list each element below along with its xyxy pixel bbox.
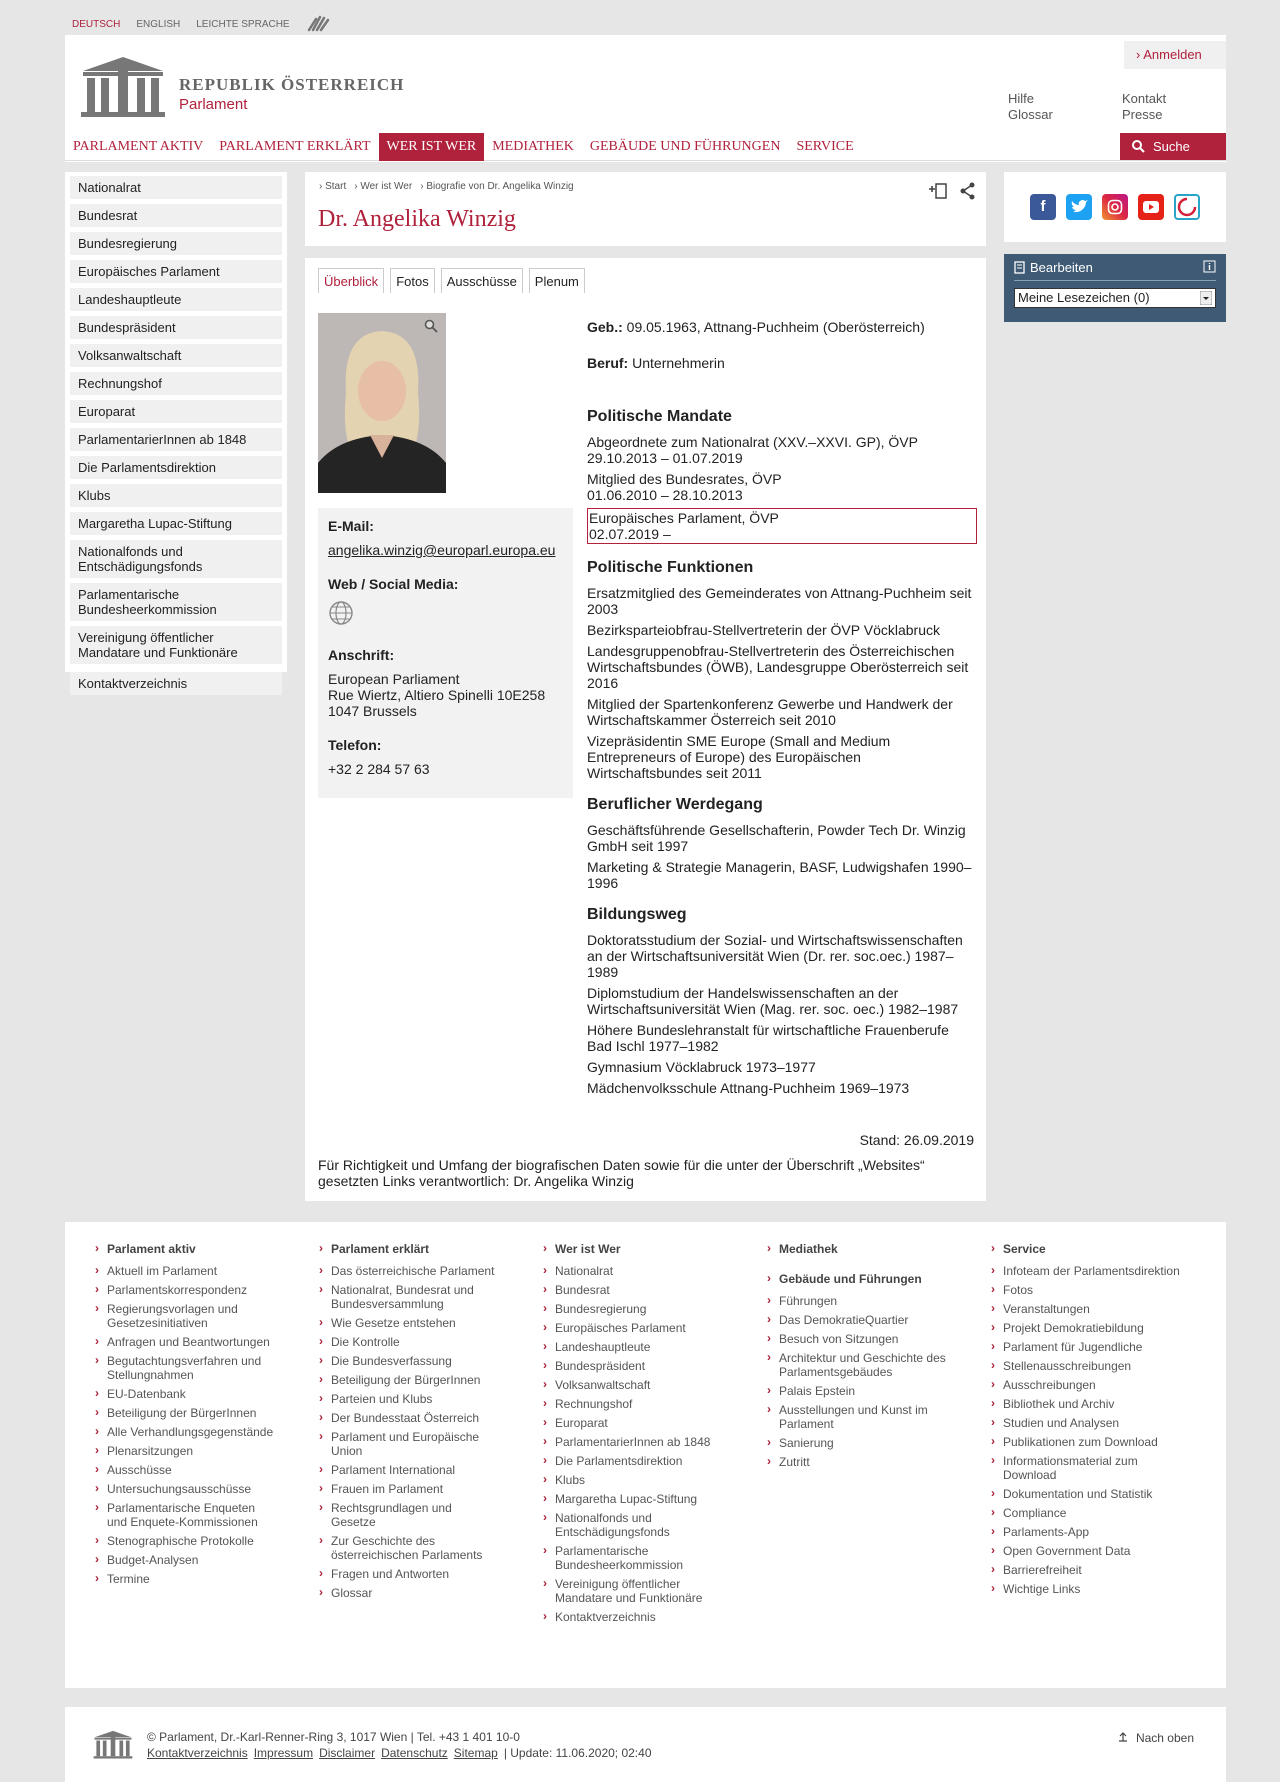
title-card: [305, 172, 986, 246]
back-to-top-label: Nach oben: [1135, 1731, 1194, 1745]
footer-column-mediathek: [767, 1242, 947, 1474]
nav-mediathek[interactable]: MEDIATHEK: [492, 139, 574, 154]
globe-icon: [328, 600, 354, 626]
footer-link[interactable]: › Stellenausschreibungen: [991, 1359, 1181, 1373]
social-media-bar: [1004, 172, 1226, 242]
footer-link[interactable]: › Regierungsvorlagen und Gesetzesinitiativen: [95, 1302, 275, 1330]
footer-link[interactable]: › Fotos: [991, 1283, 1181, 1297]
biography-card: [305, 258, 986, 1201]
update-info: | Update: 11.06.2020; 02:40: [503, 1746, 652, 1760]
footer-link[interactable]: › Vereinigung öffentlicher Mandatare und Funktionäre: [543, 1577, 723, 1605]
footer-link[interactable]: › Die Parlamentsdirektion: [543, 1454, 723, 1468]
search-button[interactable]: [1120, 133, 1226, 160]
education-entry: Gymnasium Vöcklabruck 1973–1977: [587, 1059, 816, 1075]
footer-link[interactable]: › Bundesrat: [543, 1283, 723, 1297]
parliament-logo[interactable]: [79, 53, 404, 118]
bookmark-select[interactable]: [1014, 288, 1216, 308]
footer-link[interactable]: › Publikationen zum Download: [991, 1435, 1181, 1449]
legal-links: [147, 1745, 652, 1761]
sidebar-item-bundesheerkommission[interactable]: [70, 583, 282, 621]
section-heading-mandate: Politische Mandate: [587, 408, 732, 425]
language-bar: [72, 14, 332, 35]
footer-link[interactable]: › Klubs: [543, 1473, 723, 1487]
education-entry: Diplomstudium der Handelswissenschaften an der Wirtschaftsuniversität Wien (Mag. rer. soc. oec.) 1982–1987: [587, 985, 959, 1017]
nav-gebaeude[interactable]: GEBÄUDE UND FÜHRUNGEN: [589, 139, 781, 154]
footer-column-wer-ist-wer: [543, 1242, 723, 1629]
footer-link[interactable]: › Termine: [95, 1572, 275, 1586]
footer-link[interactable]: › Sanierung: [767, 1436, 947, 1450]
sidebar-item[interactable]: Landeshauptleute: [70, 288, 282, 311]
birth-label: Geb.:: [587, 319, 623, 335]
responsibility-note: Für Richtigkeit und Umfang der biografischen Daten sowie für die unter der Überschrift „Websites“ gesetzten Links verantwortlich: Dr. Angelika Winzig: [318, 1157, 925, 1189]
mandate-entry-current: [587, 508, 977, 544]
bookmark-add-icon[interactable]: [928, 182, 948, 200]
footer-link[interactable]: › Volksanwaltschaft: [543, 1378, 723, 1392]
footer-link[interactable]: › Parteien und Klubs: [319, 1392, 499, 1406]
info-icon[interactable]: [1203, 260, 1216, 273]
sign-language-icon[interactable]: [306, 14, 332, 35]
logo-subtitle: Parlament: [179, 96, 248, 113]
footer-link[interactable]: › Frauen im Parlament: [319, 1482, 499, 1496]
share-icon[interactable]: [960, 182, 976, 200]
contact-box: [318, 508, 573, 798]
footer-link[interactable]: › Beteiligung der BürgerInnen: [95, 1406, 275, 1420]
bottom-bar: [65, 1707, 1226, 1782]
glossary-link[interactable]: Glossar: [1008, 107, 1053, 122]
breadcrumb-label: Biografie von Dr. Angelika Winzig: [426, 181, 574, 192]
footer-column-parlament-aktiv: [95, 1242, 275, 1591]
email-link[interactable]: angelika.winzig@europarl.europa.eu: [328, 542, 556, 558]
search-label: Suche: [1153, 139, 1190, 154]
sidebar-item[interactable]: Bundesregierung: [70, 232, 282, 255]
sidebar-item[interactable]: Rechnungshof: [70, 372, 282, 395]
footer-link[interactable]: › Plenarsitzungen: [95, 1444, 275, 1458]
footer-link[interactable]: › Rechtsgrundlagen und Gesetze: [319, 1501, 499, 1529]
footer-link[interactable]: › Europarat: [543, 1416, 723, 1430]
footer-link[interactable]: › Bundesregierung: [543, 1302, 723, 1316]
tab-bar: [318, 268, 585, 293]
footer-link[interactable]: › Das österreichische Parlament: [319, 1264, 499, 1278]
back-to-top[interactable]: [1118, 1731, 1194, 1745]
nav-parlament-aktiv[interactable]: PARLAMENT AKTIV: [73, 139, 204, 154]
footer-link[interactable]: › Parlament und Europäische Union: [319, 1430, 499, 1458]
twitter-icon[interactable]: [1066, 194, 1092, 220]
footer-link[interactable]: › Budget-Analysen: [95, 1553, 275, 1567]
function-entry: Ersatzmitglied des Gemeinderates von Attnang-Puchheim seit 2003: [587, 585, 972, 617]
sidebar-item[interactable]: Die Parlamentsdirektion: [70, 456, 282, 479]
function-entry: Landesgruppenobfrau-Stellvertreterin des Österreichischen Wirtschaftsbundes (ÖWB), Landesgruppe Oberösterreich seit 2016: [587, 643, 969, 691]
zoom-icon[interactable]: [424, 319, 438, 333]
footer-link[interactable]: › Projekt Demokratiebildung: [991, 1321, 1181, 1335]
sidebar-item-label: Nationalfonds und Entschädigungsfonds: [78, 544, 203, 574]
footer-link[interactable]: › Der Bundesstaat Österreich: [319, 1411, 499, 1425]
footer-link[interactable]: › Fragen und Antworten: [319, 1567, 499, 1581]
press-link[interactable]: Presse: [1122, 107, 1163, 122]
birth-info: [587, 319, 977, 335]
sidebar-item[interactable]: Europäisches Parlament: [70, 260, 282, 283]
phone-label: Telefon:: [328, 737, 382, 753]
address: [328, 671, 563, 719]
footer-heading[interactable]: › Mediathek: [767, 1242, 947, 1256]
mandate-entry: [587, 471, 977, 503]
footer-link[interactable]: › Palais Epstein: [767, 1384, 947, 1398]
footer-link[interactable]: › Die Kontrolle: [319, 1335, 499, 1349]
lang-deutsch[interactable]: DEUTSCH: [72, 19, 121, 30]
facebook-icon[interactable]: f: [1030, 194, 1056, 220]
footer-link[interactable]: › Margaretha Lupac-Stiftung: [543, 1492, 723, 1506]
breadcrumb-start[interactable]: › Start: [319, 181, 347, 192]
footer-link[interactable]: › Infoteam der Parlamentsdirektion: [991, 1264, 1181, 1278]
sidebar-nav: [65, 172, 287, 691]
email-label: E-Mail:: [328, 518, 374, 534]
sidebar-item-vereinigung[interactable]: [70, 626, 282, 664]
bookmark-panel-title: [1014, 260, 1093, 275]
breadcrumb-wer-ist-wer[interactable]: › Wer ist Wer: [354, 181, 413, 192]
education-entry: Höhere Bundeslehranstalt für wirtschaftliche Frauenberufe Bad Ischl 1977–1982: [587, 1022, 949, 1054]
function-entry: Vizepräsidentin SME Europe (Small and Medium Entrepreneurs of Europe) des Europäischen Wirtschaftsbundes seit 2011: [587, 733, 891, 781]
footer-heading[interactable]: › Gebäude und Führungen: [767, 1272, 947, 1286]
education-entry: Mädchenvolksschule Attnang-Puchheim 1969–1973: [587, 1080, 910, 1096]
address-line: Rue Wiertz, Altiero Spinelli 10E258: [328, 687, 546, 703]
footer-link[interactable]: › Wichtige Links: [991, 1582, 1181, 1596]
function-entry: Mitglied der Spartenkonferenz Gewerbe und Handwerk der Wirtschaftskammer Österreich seit 2010: [587, 696, 953, 728]
header-links-left: [1008, 91, 1053, 123]
web-label: Web / Social Media:: [328, 576, 459, 592]
bookmark-panel-title-text: Bearbeiten: [1030, 260, 1093, 275]
footer-link[interactable]: › Parlament für Jugendliche: [991, 1340, 1181, 1354]
footer-link[interactable]: › Ausstellungen und Kunst im Parlament: [767, 1403, 947, 1431]
portrait-illustration: [318, 313, 446, 493]
education-entry: Doktoratsstudium der Sozial- und Wirtschaftswissenschaften an der Wirtschaftsuniversität Wien (Dr. rer. soc.oec.) 1987–1989: [587, 932, 963, 980]
legal-link[interactable]: Datenschutz: [381, 1746, 448, 1760]
footer-link[interactable]: › Das DemokratieQuartier: [767, 1313, 947, 1327]
parliament-building-icon: [79, 53, 167, 118]
bookmark-select-value: Meine Lesezeichen (0): [1018, 290, 1150, 305]
legal-link[interactable]: Kontaktverzeichnis: [147, 1746, 248, 1760]
footer-link[interactable]: › Ausschüsse: [95, 1463, 275, 1477]
footer-link[interactable]: › Zutritt: [767, 1455, 947, 1469]
sidebar-item[interactable]: ParlamentarierInnen ab 1848: [70, 428, 282, 451]
breadcrumb: [319, 181, 574, 192]
legal-link[interactable]: Disclaimer: [319, 1746, 376, 1760]
youtube-icon[interactable]: [1138, 194, 1164, 220]
footer-link[interactable]: › Bibliothek und Archiv: [991, 1397, 1181, 1411]
footer-link[interactable]: › Zur Geschichte des österreichischen Parlaments: [319, 1534, 499, 1562]
footer-link[interactable]: › Dokumentation und Statistik: [991, 1487, 1181, 1501]
footer-link[interactable]: › Aktuell im Parlament: [95, 1264, 275, 1278]
footer-link[interactable]: › EU-Datenbank: [95, 1387, 275, 1401]
tab-fotos[interactable]: Fotos: [390, 268, 435, 293]
footer-link[interactable]: › Nationalrat, Bundesrat und Bundesversammlung: [319, 1283, 499, 1311]
site-header: [65, 35, 1226, 162]
career-entry: Marketing & Strategie Managerin, BASF, Ludwigshafen 1990–1996: [587, 859, 972, 891]
footer-link[interactable]: › Veranstaltungen: [991, 1302, 1181, 1316]
footer-heading[interactable]: › Wer ist Wer: [543, 1242, 723, 1256]
tab-plenum[interactable]: Plenum: [529, 268, 585, 293]
login-label: Anmelden: [1143, 47, 1202, 62]
sidebar-item-label: Vereinigung öffentlicher Mandatare und Funktionäre: [78, 630, 238, 660]
bookmark-panel: [1004, 254, 1226, 322]
legal-link[interactable]: Sitemap: [453, 1746, 498, 1760]
footer-link[interactable]: › Wie Gesetze entstehen: [319, 1316, 499, 1330]
job-value: Unternehmerin: [632, 355, 725, 371]
tab-ueberblick[interactable]: Überblick: [318, 268, 384, 293]
sidebar-item[interactable]: Europarat: [70, 400, 282, 423]
footer-link[interactable]: › Nationalrat: [543, 1264, 723, 1278]
address-label: Anschrift:: [328, 647, 395, 663]
footer-column-parlament-erklaert: [319, 1242, 499, 1605]
section-heading-bildung: Bildungsweg: [587, 906, 687, 923]
breadcrumb-current: › Biografie von Dr. Angelika Winzig: [420, 181, 574, 192]
lang-english[interactable]: ENGLISH: [136, 19, 181, 30]
footer-link[interactable]: › Kontaktverzeichnis: [543, 1610, 723, 1624]
sidebar-item[interactable]: Klubs: [70, 484, 282, 507]
footer-link[interactable]: › Studien und Analysen: [991, 1416, 1181, 1430]
footer-link[interactable]: › Europäisches Parlament: [543, 1321, 723, 1335]
footer-link[interactable]: › Ausschreibungen: [991, 1378, 1181, 1392]
sidebar-item[interactable]: Bundesrat: [70, 204, 282, 227]
footer-link[interactable]: › Parlamentarische Enqueten und Enquete-Kommissionen: [95, 1501, 275, 1529]
document-icon: [1014, 261, 1025, 274]
mandate-period: 29.10.2013 – 01.07.2019: [587, 450, 743, 466]
footer-link[interactable]: › Alle Verhandlungsgegenstände: [95, 1425, 275, 1439]
job-label: Beruf:: [587, 355, 629, 371]
mandate-entry: [587, 434, 977, 466]
footer-link[interactable]: › Die Bundesverfassung: [319, 1354, 499, 1368]
birth-value: 09.05.1963, Attnang-Puchheim (Oberösterreich): [626, 319, 925, 335]
footer-heading[interactable]: › Parlament erklärt: [319, 1242, 499, 1256]
legal-link[interactable]: Impressum: [253, 1746, 314, 1760]
bio-details: [587, 313, 977, 1101]
last-updated: Stand: 26.09.2019: [859, 1132, 974, 1148]
footer-link[interactable]: › Bundespräsident: [543, 1359, 723, 1373]
website-globe[interactable]: [328, 600, 563, 629]
help-link[interactable]: Hilfe: [1008, 91, 1035, 106]
footer-link[interactable]: › Parlament International: [319, 1463, 499, 1477]
parliament-building-icon: [91, 1729, 135, 1759]
function-entry: Bezirksparteiobfrau-Stellvertreterin der ÖVP Vöcklabruck: [587, 622, 941, 638]
footer-column-service: [991, 1242, 1181, 1601]
lang-leichte-sprache[interactable]: LEICHTE SPRACHE: [196, 19, 290, 30]
footer-link[interactable]: › Führungen: [767, 1294, 947, 1308]
tab-ausschuesse[interactable]: Ausschüsse: [441, 268, 523, 293]
footer-link[interactable]: › Begutachtungsverfahren und Stellungnahmen: [95, 1354, 275, 1382]
sidebar-item-label: Parlamentarische Bundesheerkommission: [78, 587, 217, 617]
footer-link[interactable]: › Besuch von Sitzungen: [767, 1332, 947, 1346]
footer-link[interactable]: › Anfragen und Beantwortungen: [95, 1335, 275, 1349]
podcast-icon[interactable]: [1174, 194, 1200, 220]
portrait-photo[interactable]: [318, 313, 446, 493]
footer-link[interactable]: › Nationalfonds und Entschädigungsfonds: [543, 1511, 723, 1539]
site-footer: [65, 1222, 1226, 1688]
phone-number: +32 2 284 57 63: [328, 761, 430, 777]
chevron-down-icon: [1200, 291, 1212, 305]
mandate-period: 01.06.2010 – 28.10.2013: [587, 487, 743, 503]
footer-link[interactable]: › Beteiligung der BürgerInnen: [319, 1373, 499, 1387]
sidebar-item-kontaktverzeichnis[interactable]: Kontaktverzeichnis: [70, 672, 282, 695]
footer-link[interactable]: › Stenographische Protokolle: [95, 1534, 275, 1548]
footer-link[interactable]: › Parlaments-App: [991, 1525, 1181, 1539]
footer-link[interactable]: › Parlamentarische Bundesheerkommission: [543, 1544, 723, 1572]
mandate-title: Mitglied des Bundesrates, ÖVP: [587, 471, 782, 487]
mandate-title: Europäisches Parlament, ÖVP: [589, 510, 779, 526]
section-heading-funktionen: Politische Funktionen: [587, 559, 754, 576]
arrow-up-icon: [1118, 1732, 1128, 1742]
section-heading-werdegang: Beruflicher Werdegang: [587, 796, 763, 813]
footer-link[interactable]: › ParlamentarierInnen ab 1848: [543, 1435, 723, 1449]
footer-link[interactable]: › Compliance: [991, 1506, 1181, 1520]
footer-link[interactable]: › Architektur und Geschichte des Parlamentsgebäudes: [767, 1351, 947, 1379]
sidebar-item-nationalfonds[interactable]: [70, 540, 282, 578]
career-entry: Geschäftsführende Gesellschafterin, Powder Tech Dr. Winzig GmbH seit 1997: [587, 822, 966, 854]
footer-link[interactable]: › Untersuchungsausschüsse: [95, 1482, 275, 1496]
nav-service[interactable]: SERVICE: [796, 139, 854, 154]
main-navigation: [65, 133, 1226, 161]
address-line: 1047 Brussels: [328, 703, 417, 719]
footer-link[interactable]: › Rechnungshof: [543, 1397, 723, 1411]
footer-link[interactable]: › Informationsmaterial zum Download: [991, 1454, 1181, 1482]
nav-wer-ist-wer[interactable]: WER IST WER: [379, 133, 485, 161]
footer-link[interactable]: › Open Government Data: [991, 1544, 1181, 1558]
instagram-icon[interactable]: [1102, 194, 1128, 220]
footer-link[interactable]: › Glossar: [319, 1586, 499, 1600]
breadcrumb-label: Start: [325, 181, 347, 192]
sidebar-item[interactable]: Nationalrat: [70, 176, 282, 199]
job-info: [587, 355, 977, 371]
nav-parlament-erklaert[interactable]: PARLAMENT ERKLÄRT: [219, 139, 371, 154]
mandate-period: 02.07.2019 –: [589, 526, 671, 542]
login-button[interactable]: › Anmelden: [1124, 41, 1226, 69]
logo-title: REPUBLIK ÖSTERREICH: [179, 75, 405, 94]
sidebar-item[interactable]: Volksanwaltschaft: [70, 344, 282, 367]
footer-link[interactable]: › Barrierefreiheit: [991, 1563, 1181, 1577]
footer-link[interactable]: › Parlamentskorrespondenz: [95, 1283, 275, 1297]
page-title: Dr. Angelika Winzig: [318, 206, 516, 232]
sidebar-item[interactable]: Bundespräsident: [70, 316, 282, 339]
header-links-right: [1122, 91, 1166, 123]
search-icon: [1132, 140, 1145, 153]
breadcrumb-label: Wer ist Wer: [360, 181, 413, 192]
footer-heading[interactable]: › Service: [991, 1242, 1181, 1256]
footer-link[interactable]: › Landeshauptleute: [543, 1340, 723, 1354]
sidebar-item[interactable]: Margaretha Lupac-Stiftung: [70, 512, 282, 535]
address-line: European Parliament: [328, 671, 460, 687]
footer-heading[interactable]: › Parlament aktiv: [95, 1242, 275, 1256]
copyright: © Parlament, Dr.-Karl-Renner-Ring 3, 1017 Wien | Tel. +43 1 401 10-0: [147, 1730, 520, 1744]
mandate-title: Abgeordnete zum Nationalrat (XXV.–XXVI. GP), ÖVP: [587, 434, 918, 450]
contact-link[interactable]: Kontakt: [1122, 91, 1167, 106]
